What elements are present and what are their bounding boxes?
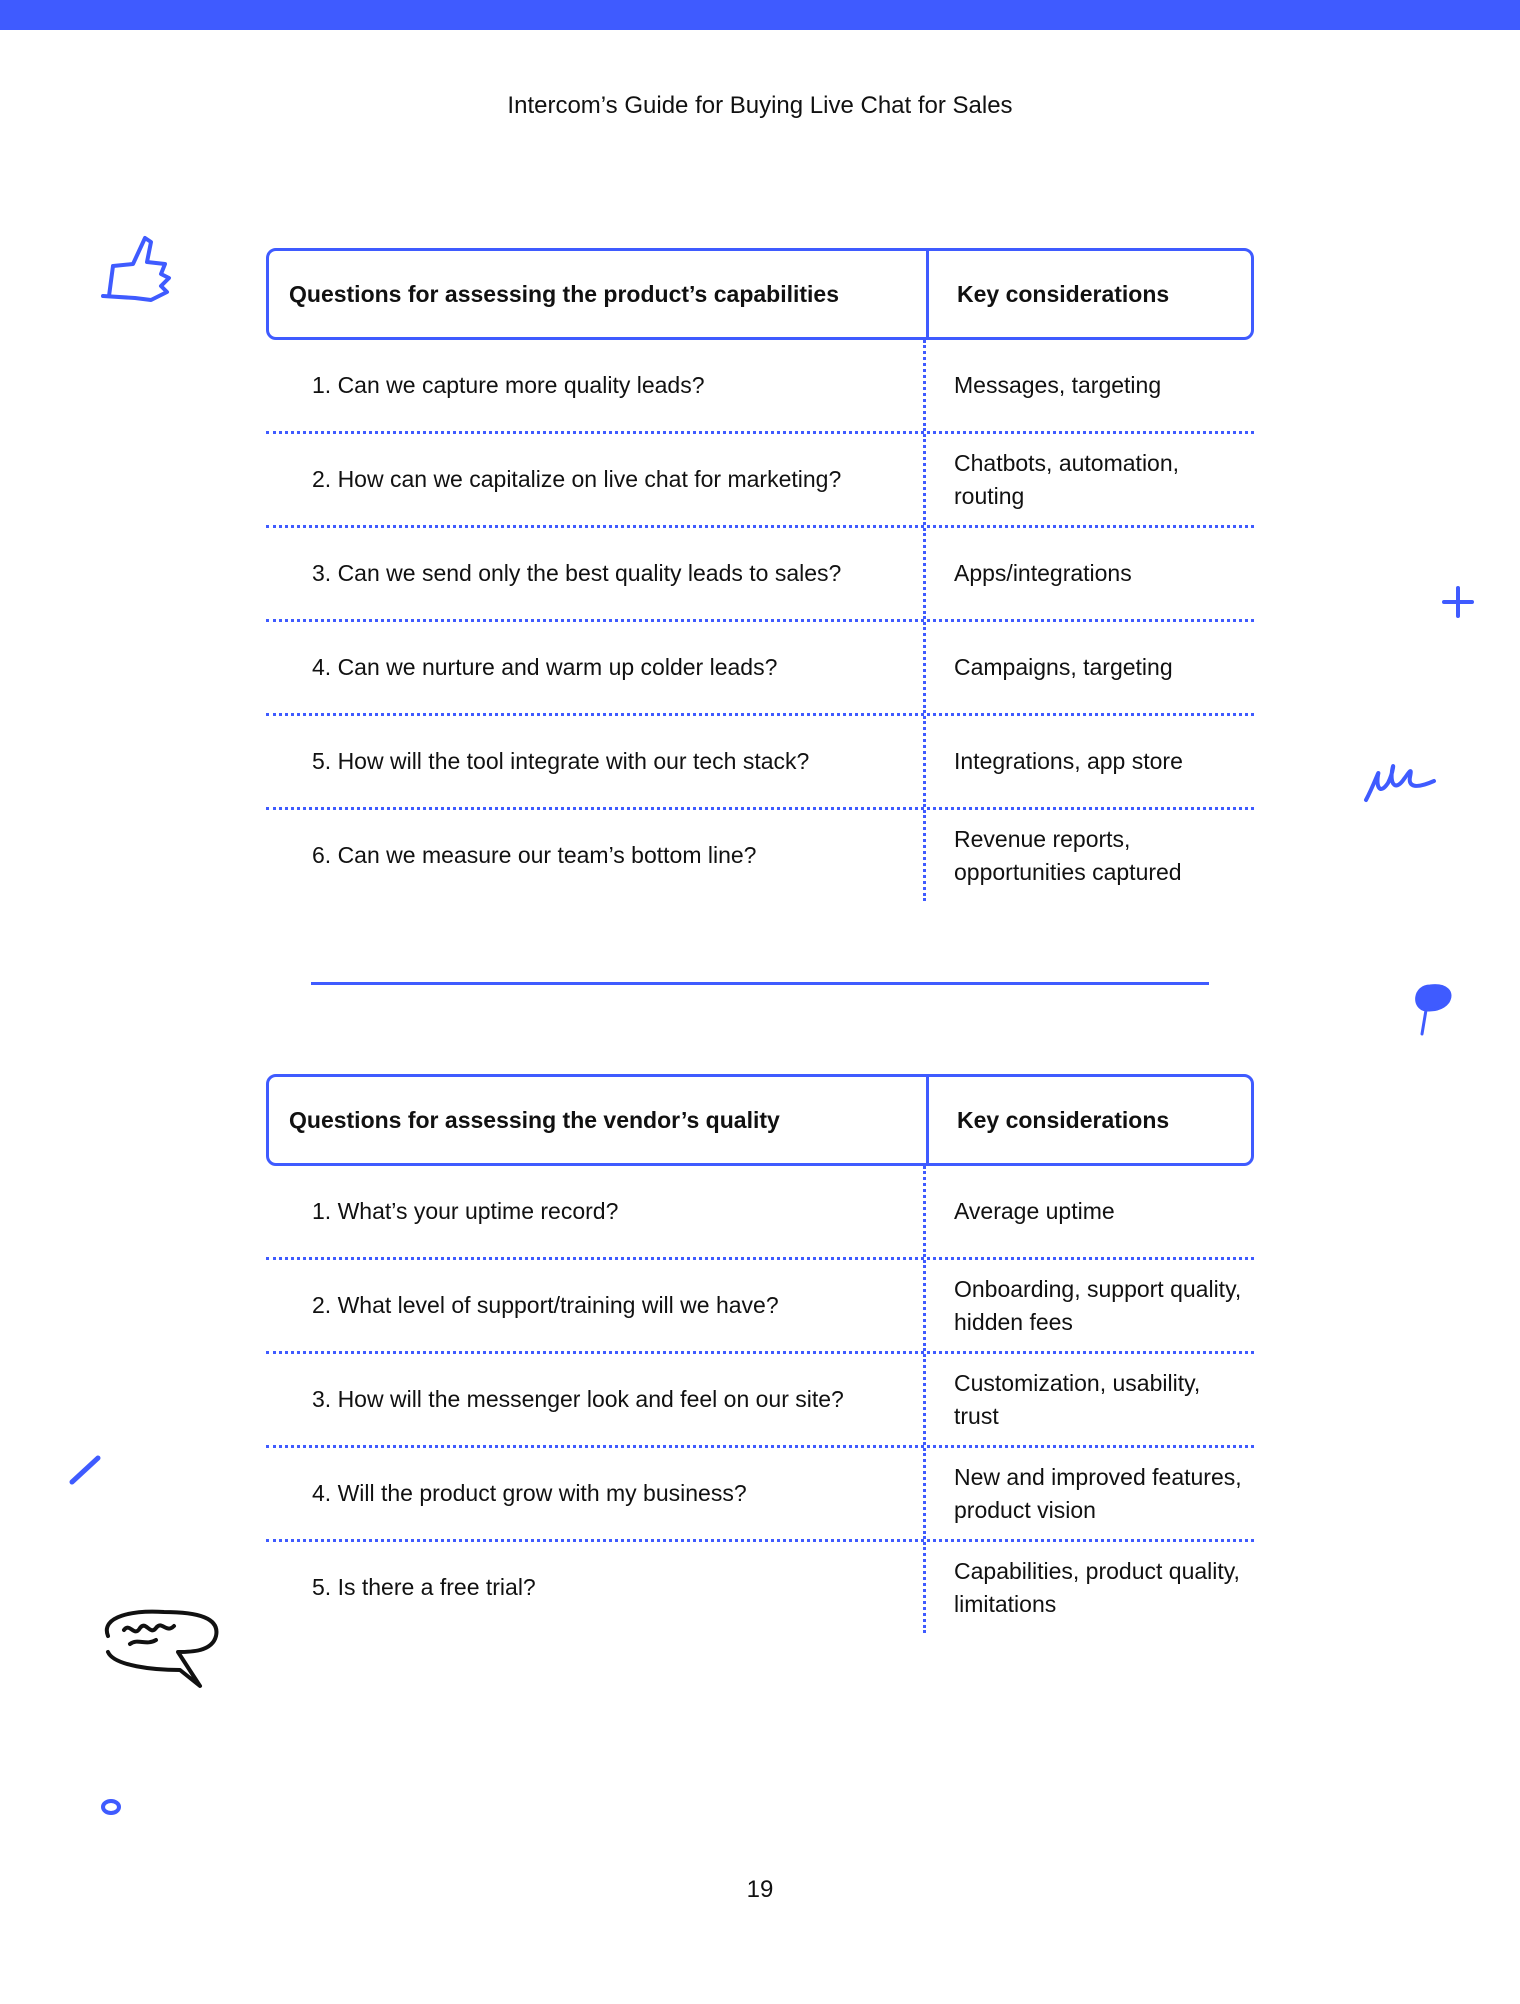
- question-cell: 3. Can we send only the best quality leads to sales?: [266, 528, 926, 619]
- consideration-cell: Apps/integrations: [954, 560, 1132, 586]
- slash-doodle-icon: [66, 1450, 106, 1490]
- speech-bubble-doodle-icon: [94, 1600, 224, 1700]
- question-cell: 2. How can we capitalize on live chat for marketing?: [266, 434, 926, 525]
- table-header: [266, 1074, 1254, 1166]
- table-row: [266, 525, 1254, 619]
- question-cell: 1. What’s your uptime record?: [266, 1166, 926, 1257]
- question-cell: 2. What level of support/training will we have?: [266, 1260, 926, 1351]
- key-considerations-column-header: Key considerations: [957, 280, 1170, 307]
- table-row: [266, 1445, 1254, 1539]
- question-cell: 4. Will the product grow with my business?: [266, 1448, 926, 1539]
- table-row: [266, 619, 1254, 713]
- table-row: [266, 431, 1254, 525]
- consideration-cell: Integrations, app store: [954, 748, 1183, 774]
- table-row: [266, 1257, 1254, 1351]
- section-divider: [311, 982, 1209, 985]
- vendor-quality-table: [266, 1074, 1254, 1633]
- consideration-cell: Revenue reports, opportunities captured: [954, 825, 1182, 885]
- question-cell: 5. Is there a free trial?: [266, 1542, 926, 1633]
- consideration-cell: Onboarding, support quality, hidden fees: [954, 1275, 1242, 1335]
- page-number: 19: [746, 1876, 774, 1903]
- table-header: [266, 248, 1254, 340]
- question-cell: 4. Can we nurture and warm up colder leads?: [266, 622, 926, 713]
- table-row: [266, 1351, 1254, 1445]
- key-considerations-column-header: Key considerations: [957, 1106, 1170, 1133]
- questions-column-header: Questions for assessing the vendor’s quality: [269, 1077, 929, 1163]
- consideration-cell: Average uptime: [954, 1198, 1115, 1224]
- consideration-cell: New and improved features, product vision: [954, 1463, 1242, 1523]
- plus-doodle-icon: [1440, 584, 1476, 620]
- consideration-cell: Capabilities, product quality, limitations: [954, 1557, 1240, 1617]
- question-cell: 5. How will the tool integrate with our tech stack?: [266, 716, 926, 807]
- consideration-cell: Chatbots, automation, routing: [954, 449, 1180, 509]
- table-row: [266, 1539, 1254, 1633]
- product-capabilities-table: [266, 248, 1254, 901]
- question-cell: 3. How will the messenger look and feel on our site?: [266, 1354, 926, 1445]
- thumbs-up-doodle-icon: [95, 228, 175, 308]
- consideration-cell: Customization, usability, trust: [954, 1369, 1201, 1429]
- question-cell: 6. Can we measure our team’s bottom line?: [266, 810, 926, 901]
- map-pin-doodle-icon: [1408, 980, 1458, 1040]
- table-row: [266, 807, 1254, 901]
- table-row: [266, 340, 1254, 431]
- consideration-cell: Messages, targeting: [954, 372, 1162, 398]
- questions-column-header: Questions for assessing the product’s capabilities: [269, 251, 929, 337]
- top-accent-bar: [0, 0, 1520, 30]
- question-cell: 1. Can we capture more quality leads?: [266, 340, 926, 431]
- squiggle-doodle-icon: [1360, 745, 1440, 805]
- document-title: Intercom’s Guide for Buying Live Chat for Sales: [507, 92, 1013, 119]
- consideration-cell: Campaigns, targeting: [954, 654, 1173, 680]
- table-row: [266, 1166, 1254, 1257]
- circle-doodle-icon: [96, 1794, 126, 1820]
- table-row: [266, 713, 1254, 807]
